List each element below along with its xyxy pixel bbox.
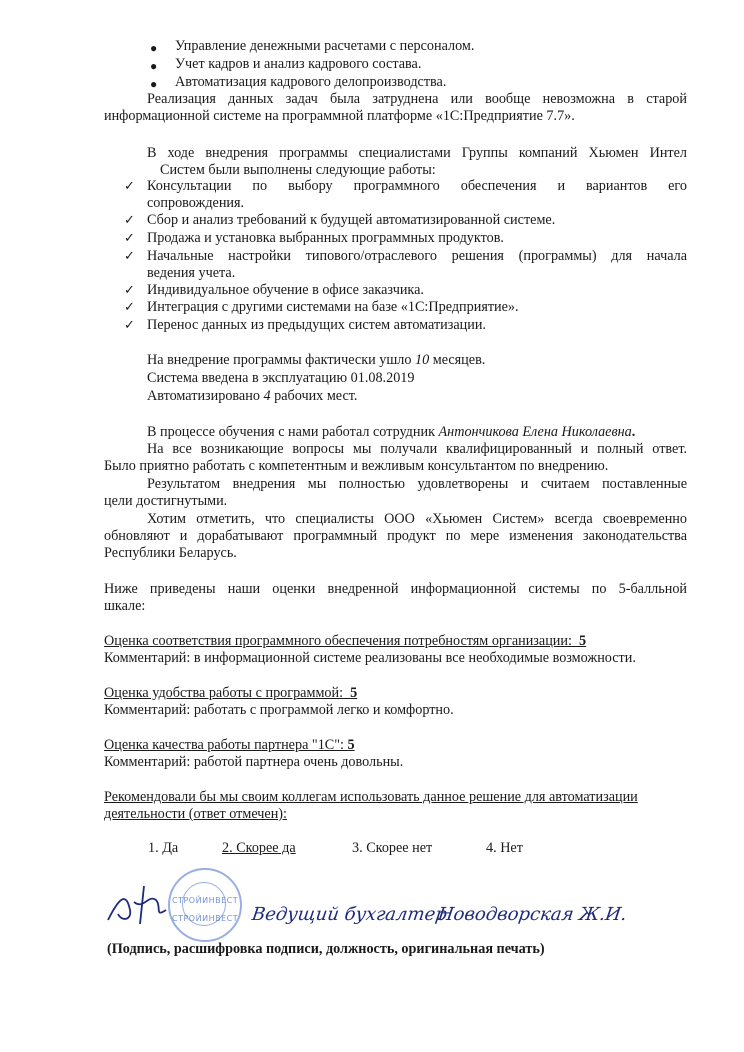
- launch-line: Система введена в эксплуатацию 01.08.2019: [147, 370, 415, 386]
- answer-option: 4. Нет: [486, 840, 523, 856]
- checkmark-icon: ✓: [124, 213, 135, 228]
- check-item: Индивидуальное обучение в офисе заказчика.: [147, 282, 424, 298]
- signer-position: Ведущий бухгалтер: [250, 904, 449, 925]
- rating-score: 5: [579, 633, 587, 649]
- recommend-question: Рекомендовали бы мы своим коллегам использовать данное решение для автоматизации: [104, 789, 638, 805]
- paragraph-line: обновляют и дорабатывают программный продукт по мере изменения законодательства: [104, 528, 687, 544]
- paragraph-line: Результатом внедрения мы полностью удовлетворены и считаем поставленные: [147, 476, 687, 492]
- recommend-question-continued: деятельности (ответ отмечен):: [104, 806, 287, 822]
- checkmark-icon: ✓: [124, 283, 135, 298]
- trainer-name: Антончикова Елена Николаевна: [438, 424, 632, 440]
- paragraph-line: цели достигнутыми.: [104, 493, 228, 509]
- checkmark-icon: ✓: [124, 231, 135, 246]
- bullet-item: Автоматизация кадрового делопроизводства.: [175, 74, 447, 90]
- rating-label: Оценка качества работы партнера "1С":: [104, 737, 344, 753]
- training-line: [147, 424, 730, 441]
- paragraph-line: Систем были выполнены следующие работы:: [160, 162, 436, 178]
- duration-value: 10: [415, 352, 430, 368]
- stamp-text: СТРОЙИНВЕСТ: [172, 896, 239, 905]
- paragraph-line: Республики Беларусь.: [104, 545, 237, 561]
- check-item-continued: ведения учета.: [147, 265, 236, 281]
- paragraph-line: Реализация данных задач была затруднена или вообще невозможна в старой: [147, 91, 687, 107]
- signature-caption: (Подпись, расшифровка подписи, должность, оригинальная печать): [107, 941, 545, 957]
- paragraph-line: Ниже приведены наши оценки внедренной информационной системы по 5-балльной: [104, 581, 687, 597]
- checkmark-icon: ✓: [124, 179, 135, 194]
- check-item: Начальные настройки типового/отраслевого решения (программы) для начала: [147, 248, 687, 264]
- signer-name: Новодворская Ж.И.: [436, 904, 629, 925]
- seats-prefix: Автоматизировано: [147, 388, 264, 404]
- checkmark-icon: ✓: [124, 300, 135, 315]
- rating-comment: Комментарий: работой партнера очень довольны.: [104, 754, 404, 770]
- bullet-item: Управление денежными расчетами с персоналом.: [175, 38, 475, 54]
- signature-scribble: [104, 880, 174, 930]
- checkmark-icon: ✓: [124, 318, 135, 333]
- rating-comment: Комментарий: в информационной системе реализованы все необходимые возможности.: [104, 650, 636, 666]
- paragraph-line: информационной системе на программной платформе «1С:Предприятие 7.7».: [104, 108, 575, 124]
- bullet-dot: ●: [150, 59, 158, 73]
- training-suffix: .: [631, 424, 636, 440]
- rating-label: Оценка соответствия программного обеспечения потребностям организации:: [104, 633, 572, 649]
- answer-option: 3. Скорее нет: [352, 840, 433, 856]
- checkmark-icon: ✓: [124, 249, 135, 264]
- bullet-item: Учет кадров и анализ кадрового состава.: [175, 56, 422, 72]
- seats-value: 4: [263, 388, 271, 404]
- check-item-continued: сопровождения.: [147, 195, 245, 211]
- check-item: Интеграция с другими системами на базе «1С:Предприятие».: [147, 299, 519, 315]
- stamp: [168, 868, 242, 942]
- check-item: Консультации по выбору программного обеспечения и вариантов его: [147, 178, 687, 194]
- rating-score: 5: [350, 685, 358, 701]
- rating-heading: [104, 633, 687, 650]
- answer-option: 1. Да: [148, 840, 179, 856]
- bullet-dot: ●: [150, 41, 158, 55]
- paragraph-line: В ходе внедрения программы специалистами Группы компаний Хьюмен Интел: [147, 145, 687, 161]
- paragraph-line: На все возникающие вопросы мы получали квалифицированный и полный ответ.: [147, 441, 687, 457]
- paragraph-line: Хотим отметить, что специалисты ООО «Хьюмен Систем» всегда своевременно: [147, 511, 687, 527]
- stamp-text: СТРОЙИНВЕСТ: [172, 914, 239, 923]
- duration-suffix: месяцев.: [429, 352, 486, 368]
- paragraph-line: Было приятно работать с компетентным и вежливым консультантом по внедрению.: [104, 458, 609, 474]
- duration-line: [147, 352, 730, 369]
- seats-suffix: рабочих мест.: [270, 388, 358, 404]
- bullet-dot: ●: [150, 77, 158, 91]
- seats-line: [147, 388, 730, 405]
- check-item: Продажа и установка выбранных программных продуктов.: [147, 230, 504, 246]
- check-item: Сбор и анализ требований к будущей автоматизированной системе.: [147, 212, 556, 228]
- rating-score: 5: [347, 737, 355, 753]
- paragraph-line: шкале:: [104, 598, 146, 614]
- check-item: Перенос данных из предыдущих систем автоматизации.: [147, 317, 486, 333]
- duration-prefix: На внедрение программы фактически ушло: [147, 352, 415, 368]
- training-prefix: В процессе обучения с нами работал сотрудник: [147, 424, 439, 440]
- rating-comment: Комментарий: работать с программой легко и комфортно.: [104, 702, 454, 718]
- rating-heading: [104, 737, 687, 754]
- answer-option-selected: 2. Скорее да: [222, 840, 296, 856]
- rating-heading: [104, 685, 687, 702]
- rating-label: Оценка удобства работы с программой:: [104, 685, 344, 701]
